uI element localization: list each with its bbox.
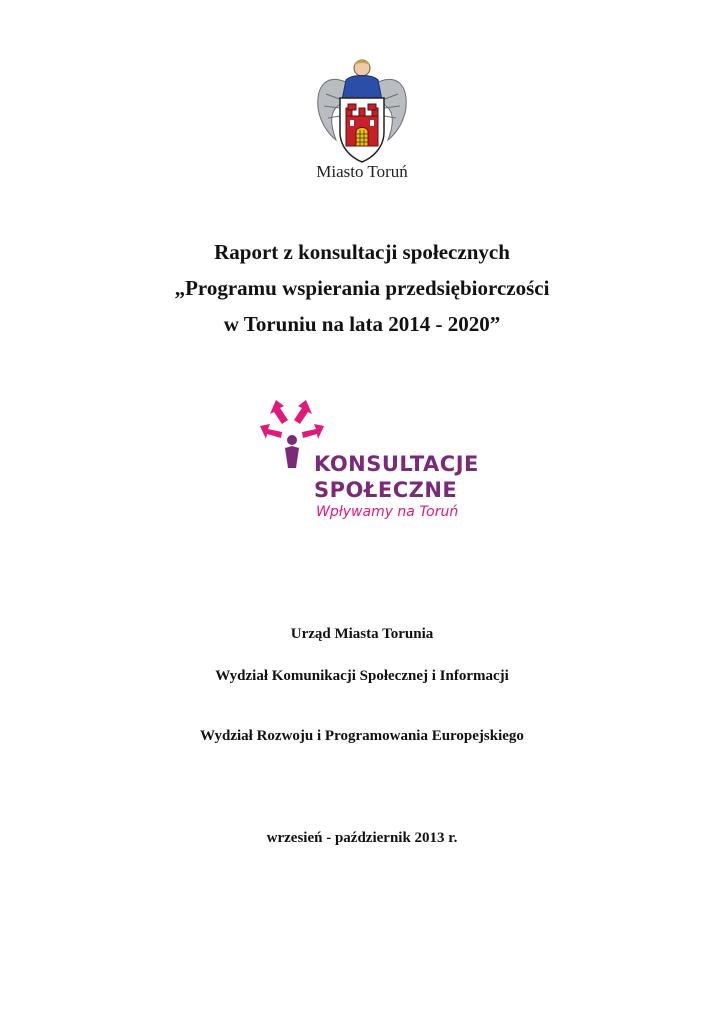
title-line-2: „Programu wspierania przedsiębiorczości — [174, 276, 550, 300]
konsultacje-logo — [254, 396, 484, 526]
report-title — [0, 234, 724, 342]
report-date: wrzesień - październik 2013 r. — [266, 830, 458, 846]
office-name: Urząd Miasta Torunia — [290, 626, 434, 642]
torun-coat-of-arms-icon — [312, 54, 412, 166]
title-line-1: Raport z konsultacji społecznych — [214, 240, 510, 264]
department-development: Wydział Rozwoju i Programowania Europejskiego — [200, 728, 524, 744]
logo-text-spoleczne: SPOŁECZNE — [314, 478, 458, 502]
city-name: Miasto Toruń — [316, 162, 408, 181]
title-line-3: w Toruniu na lata 2014 - 2020” — [223, 312, 501, 336]
logo-text-konsultacje: KONSULTACJE — [314, 452, 479, 476]
department-communication: Wydział Komunikacji Społecznej i Informacji — [215, 668, 509, 684]
logo-tagline: Wpływamy na Toruń — [316, 504, 459, 520]
